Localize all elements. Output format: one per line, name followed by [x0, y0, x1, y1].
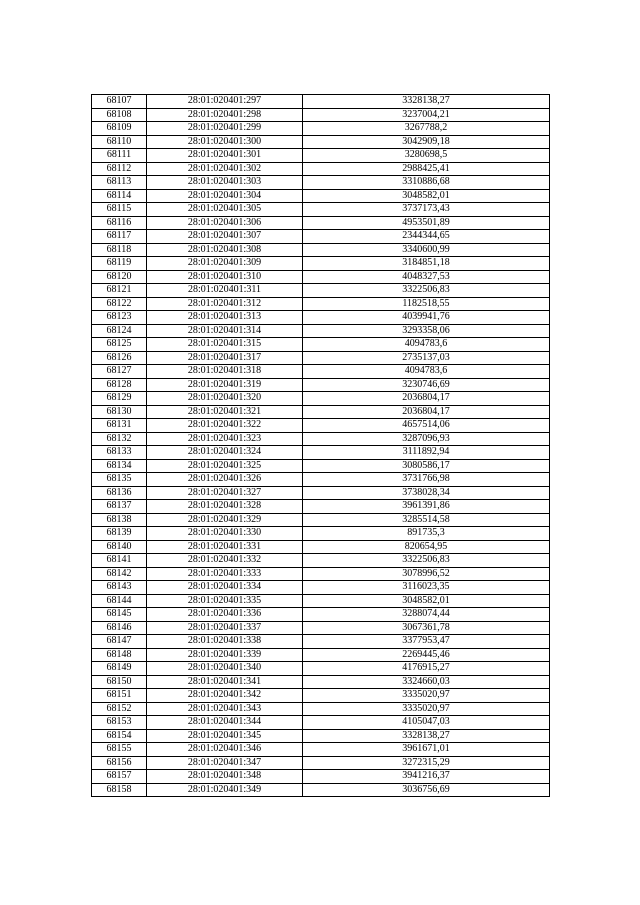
table-row [92, 702, 550, 716]
table-row [92, 243, 550, 257]
table-row [92, 662, 550, 676]
row-number-cell: 68108 [92, 108, 147, 122]
table-row [92, 284, 550, 298]
cadastral-number-cell: 28:01:020401:347 [147, 756, 303, 770]
cadastral-number-cell: 28:01:020401:328 [147, 500, 303, 514]
table-row [92, 324, 550, 338]
cadastral-value-cell: 3036756,69 [303, 783, 550, 797]
row-number-cell: 68149 [92, 662, 147, 676]
table-row [92, 581, 550, 595]
cadastral-value-cell: 3048582,01 [303, 594, 550, 608]
cadastral-number-cell: 28:01:020401:299 [147, 122, 303, 136]
row-number-cell: 68126 [92, 351, 147, 365]
row-number-cell: 68140 [92, 540, 147, 554]
table-row [92, 311, 550, 325]
row-number-cell: 68132 [92, 432, 147, 446]
cadastral-value-cell: 3340600,99 [303, 243, 550, 257]
table-row [92, 500, 550, 514]
table-row [92, 176, 550, 190]
table-row [92, 648, 550, 662]
table-row [92, 149, 550, 163]
cadastral-number-cell: 28:01:020401:333 [147, 567, 303, 581]
table-row [92, 770, 550, 784]
row-number-cell: 68107 [92, 95, 147, 109]
table-row [92, 432, 550, 446]
cadastral-value-cell: 3310886,68 [303, 176, 550, 190]
cadastral-number-cell: 28:01:020401:312 [147, 297, 303, 311]
table-row [92, 635, 550, 649]
row-number-cell: 68109 [92, 122, 147, 136]
row-number-cell: 68144 [92, 594, 147, 608]
cadastral-number-cell: 28:01:020401:337 [147, 621, 303, 635]
row-number-cell: 68152 [92, 702, 147, 716]
table-row [92, 419, 550, 433]
cadastral-value-cell: 3042909,18 [303, 135, 550, 149]
row-number-cell: 68157 [92, 770, 147, 784]
row-number-cell: 68117 [92, 230, 147, 244]
cadastral-number-cell: 28:01:020401:306 [147, 216, 303, 230]
table-row [92, 297, 550, 311]
table-row [92, 405, 550, 419]
row-number-cell: 68129 [92, 392, 147, 406]
cadastral-value-cell: 3184851,18 [303, 257, 550, 271]
cadastral-number-cell: 28:01:020401:324 [147, 446, 303, 460]
cadastral-value-cell: 4094783,6 [303, 365, 550, 379]
cadastral-number-cell: 28:01:020401:339 [147, 648, 303, 662]
row-number-cell: 68153 [92, 716, 147, 730]
row-number-cell: 68116 [92, 216, 147, 230]
table-row [92, 513, 550, 527]
row-number-cell: 68115 [92, 203, 147, 217]
cadastral-value-cell: 3961391,86 [303, 500, 550, 514]
cadastral-value-cell: 3267788,2 [303, 122, 550, 136]
cadastral-value-cell: 3377953,47 [303, 635, 550, 649]
row-number-cell: 68123 [92, 311, 147, 325]
cadastral-value-cell: 3731766,98 [303, 473, 550, 487]
cadastral-number-cell: 28:01:020401:314 [147, 324, 303, 338]
cadastral-number-cell: 28:01:020401:340 [147, 662, 303, 676]
cadastral-value-cell: 2344344,65 [303, 230, 550, 244]
row-number-cell: 68156 [92, 756, 147, 770]
table-row [92, 230, 550, 244]
cadastral-number-cell: 28:01:020401:329 [147, 513, 303, 527]
row-number-cell: 68137 [92, 500, 147, 514]
row-number-cell: 68124 [92, 324, 147, 338]
cadastral-number-cell: 28:01:020401:308 [147, 243, 303, 257]
table-row [92, 716, 550, 730]
cadastral-value-cell: 4176915,27 [303, 662, 550, 676]
cadastral-value-cell: 2735137,03 [303, 351, 550, 365]
row-number-cell: 68111 [92, 149, 147, 163]
row-number-cell: 68114 [92, 189, 147, 203]
cadastral-number-cell: 28:01:020401:326 [147, 473, 303, 487]
row-number-cell: 68118 [92, 243, 147, 257]
row-number-cell: 68130 [92, 405, 147, 419]
cadastral-number-cell: 28:01:020401:300 [147, 135, 303, 149]
table-row [92, 378, 550, 392]
cadastral-value-cell: 3078996,52 [303, 567, 550, 581]
row-number-cell: 68143 [92, 581, 147, 595]
table-row [92, 257, 550, 271]
row-number-cell: 68145 [92, 608, 147, 622]
table-row [92, 486, 550, 500]
cadastral-value-cell: 3287096,93 [303, 432, 550, 446]
cadastral-number-cell: 28:01:020401:338 [147, 635, 303, 649]
cadastral-value-cell: 3285514,58 [303, 513, 550, 527]
table-row [92, 540, 550, 554]
row-number-cell: 68134 [92, 459, 147, 473]
table-row [92, 729, 550, 743]
cadastral-number-cell: 28:01:020401:335 [147, 594, 303, 608]
cadastral-value-cell: 3328138,27 [303, 95, 550, 109]
cadastral-number-cell: 28:01:020401:322 [147, 419, 303, 433]
row-number-cell: 68110 [92, 135, 147, 149]
table-row [92, 108, 550, 122]
table-body [92, 95, 550, 797]
cadastral-number-cell: 28:01:020401:334 [147, 581, 303, 595]
row-number-cell: 68136 [92, 486, 147, 500]
row-number-cell: 68120 [92, 270, 147, 284]
cadastral-value-cell: 3237004,21 [303, 108, 550, 122]
table-row [92, 473, 550, 487]
cadastral-number-cell: 28:01:020401:304 [147, 189, 303, 203]
table-row [92, 203, 550, 217]
table-row [92, 621, 550, 635]
cadastral-value-cell: 3738028,34 [303, 486, 550, 500]
table-row [92, 459, 550, 473]
document-page [91, 94, 549, 797]
row-number-cell: 68158 [92, 783, 147, 797]
cadastral-value-cell: 3293358,06 [303, 324, 550, 338]
cadastral-value-cell: 4105047,03 [303, 716, 550, 730]
cadastral-number-cell: 28:01:020401:341 [147, 675, 303, 689]
table-row [92, 527, 550, 541]
cadastral-number-cell: 28:01:020401:301 [147, 149, 303, 163]
cadastral-value-cell: 2269445,46 [303, 648, 550, 662]
cadastral-value-cell: 3230746,69 [303, 378, 550, 392]
cadastral-value-table [91, 94, 550, 797]
cadastral-number-cell: 28:01:020401:317 [147, 351, 303, 365]
cadastral-value-cell: 3067361,78 [303, 621, 550, 635]
cadastral-value-cell: 3288074,44 [303, 608, 550, 622]
cadastral-value-cell: 4094783,6 [303, 338, 550, 352]
table-row [92, 689, 550, 703]
cadastral-number-cell: 28:01:020401:307 [147, 230, 303, 244]
cadastral-value-cell: 2036804,17 [303, 392, 550, 406]
table-row [92, 392, 550, 406]
table-row [92, 783, 550, 797]
cadastral-number-cell: 28:01:020401:325 [147, 459, 303, 473]
row-number-cell: 68146 [92, 621, 147, 635]
row-number-cell: 68127 [92, 365, 147, 379]
cadastral-value-cell: 4657514,06 [303, 419, 550, 433]
cadastral-value-cell: 891735,3 [303, 527, 550, 541]
table-row [92, 135, 550, 149]
cadastral-number-cell: 28:01:020401:302 [147, 162, 303, 176]
row-number-cell: 68113 [92, 176, 147, 190]
row-number-cell: 68131 [92, 419, 147, 433]
table-row [92, 608, 550, 622]
cadastral-number-cell: 28:01:020401:297 [147, 95, 303, 109]
cadastral-number-cell: 28:01:020401:332 [147, 554, 303, 568]
cadastral-number-cell: 28:01:020401:346 [147, 743, 303, 757]
table-row [92, 446, 550, 460]
cadastral-value-cell: 3116023,35 [303, 581, 550, 595]
row-number-cell: 68142 [92, 567, 147, 581]
cadastral-number-cell: 28:01:020401:318 [147, 365, 303, 379]
cadastral-number-cell: 28:01:020401:298 [147, 108, 303, 122]
table-row [92, 365, 550, 379]
table-row [92, 270, 550, 284]
cadastral-number-cell: 28:01:020401:344 [147, 716, 303, 730]
cadastral-number-cell: 28:01:020401:305 [147, 203, 303, 217]
table-row [92, 594, 550, 608]
row-number-cell: 68119 [92, 257, 147, 271]
table-row [92, 743, 550, 757]
cadastral-number-cell: 28:01:020401:345 [147, 729, 303, 743]
row-number-cell: 68141 [92, 554, 147, 568]
cadastral-value-cell: 3328138,27 [303, 729, 550, 743]
cadastral-number-cell: 28:01:020401:310 [147, 270, 303, 284]
cadastral-value-cell: 3280698,5 [303, 149, 550, 163]
row-number-cell: 68147 [92, 635, 147, 649]
table-row [92, 216, 550, 230]
cadastral-value-cell: 3737173,43 [303, 203, 550, 217]
cadastral-number-cell: 28:01:020401:321 [147, 405, 303, 419]
row-number-cell: 68133 [92, 446, 147, 460]
table-row [92, 756, 550, 770]
cadastral-number-cell: 28:01:020401:319 [147, 378, 303, 392]
row-number-cell: 68121 [92, 284, 147, 298]
cadastral-value-cell: 2036804,17 [303, 405, 550, 419]
cadastral-number-cell: 28:01:020401:311 [147, 284, 303, 298]
row-number-cell: 68148 [92, 648, 147, 662]
cadastral-value-cell: 3272315,29 [303, 756, 550, 770]
cadastral-value-cell: 3941216,37 [303, 770, 550, 784]
table-row [92, 554, 550, 568]
cadastral-number-cell: 28:01:020401:348 [147, 770, 303, 784]
cadastral-value-cell: 2988425,41 [303, 162, 550, 176]
cadastral-number-cell: 28:01:020401:336 [147, 608, 303, 622]
table-row [92, 351, 550, 365]
cadastral-number-cell: 28:01:020401:303 [147, 176, 303, 190]
cadastral-value-cell: 4048327,53 [303, 270, 550, 284]
row-number-cell: 68125 [92, 338, 147, 352]
row-number-cell: 68112 [92, 162, 147, 176]
row-number-cell: 68150 [92, 675, 147, 689]
table-row [92, 567, 550, 581]
row-number-cell: 68139 [92, 527, 147, 541]
cadastral-value-cell: 820654,95 [303, 540, 550, 554]
cadastral-value-cell: 3961671,01 [303, 743, 550, 757]
cadastral-value-cell: 3324660,03 [303, 675, 550, 689]
row-number-cell: 68154 [92, 729, 147, 743]
cadastral-value-cell: 3048582,01 [303, 189, 550, 203]
row-number-cell: 68138 [92, 513, 147, 527]
table-row [92, 95, 550, 109]
row-number-cell: 68151 [92, 689, 147, 703]
cadastral-value-cell: 3335020,97 [303, 702, 550, 716]
row-number-cell: 68155 [92, 743, 147, 757]
table-row [92, 338, 550, 352]
cadastral-number-cell: 28:01:020401:343 [147, 702, 303, 716]
cadastral-value-cell: 3080586,17 [303, 459, 550, 473]
cadastral-value-cell: 3322506,83 [303, 554, 550, 568]
cadastral-number-cell: 28:01:020401:323 [147, 432, 303, 446]
table-row [92, 675, 550, 689]
row-number-cell: 68122 [92, 297, 147, 311]
cadastral-value-cell: 3335020,97 [303, 689, 550, 703]
cadastral-value-cell: 1182518,55 [303, 297, 550, 311]
table-row [92, 189, 550, 203]
table-row [92, 162, 550, 176]
table-row [92, 122, 550, 136]
cadastral-number-cell: 28:01:020401:342 [147, 689, 303, 703]
cadastral-value-cell: 4953501,89 [303, 216, 550, 230]
cadastral-number-cell: 28:01:020401:315 [147, 338, 303, 352]
cadastral-number-cell: 28:01:020401:331 [147, 540, 303, 554]
row-number-cell: 68128 [92, 378, 147, 392]
cadastral-number-cell: 28:01:020401:309 [147, 257, 303, 271]
cadastral-number-cell: 28:01:020401:320 [147, 392, 303, 406]
cadastral-value-cell: 4039941,76 [303, 311, 550, 325]
cadastral-value-cell: 3111892,94 [303, 446, 550, 460]
cadastral-number-cell: 28:01:020401:313 [147, 311, 303, 325]
cadastral-number-cell: 28:01:020401:330 [147, 527, 303, 541]
cadastral-number-cell: 28:01:020401:349 [147, 783, 303, 797]
row-number-cell: 68135 [92, 473, 147, 487]
cadastral-number-cell: 28:01:020401:327 [147, 486, 303, 500]
cadastral-value-cell: 3322506,83 [303, 284, 550, 298]
